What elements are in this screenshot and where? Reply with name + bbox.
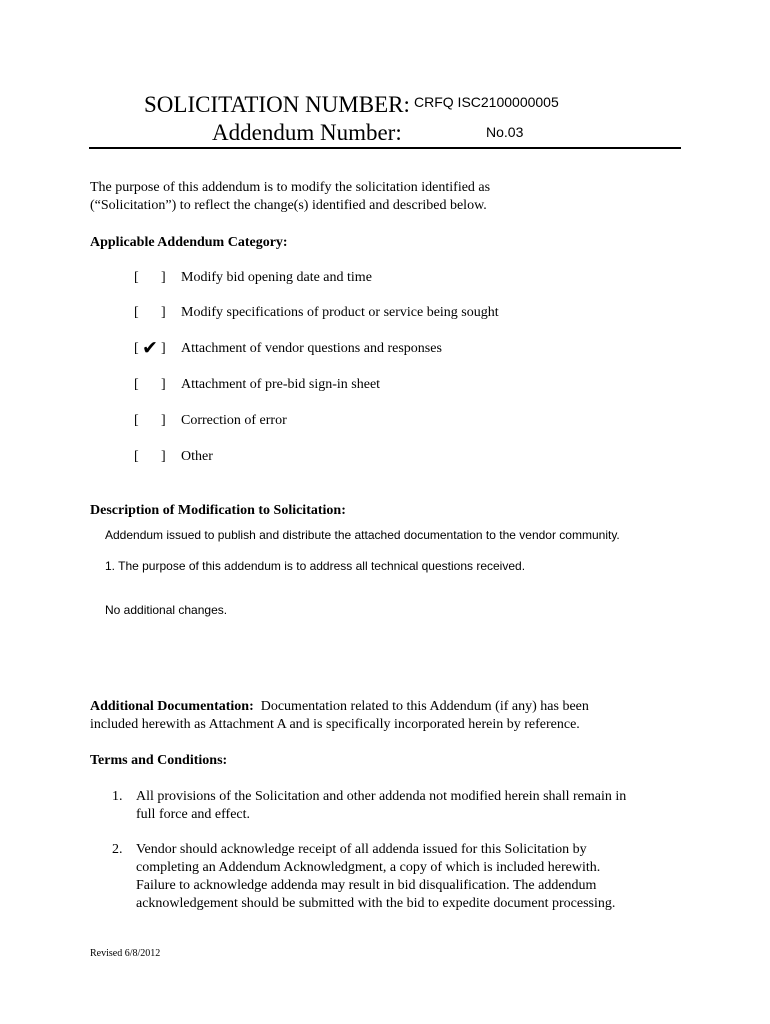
terms-item-number: 2. xyxy=(112,842,123,857)
additional-documentation xyxy=(90,698,589,734)
checkbox-close-bracket: ] xyxy=(161,449,166,464)
solicitation-number-label: SOLICITATION NUMBER: xyxy=(144,92,410,117)
checkbox-close-bracket: ] xyxy=(161,413,166,428)
intro-line-2: (“Solicitation”) to reflect the change(s) identified and described below. xyxy=(90,198,487,213)
category-heading: Applicable Addendum Category: xyxy=(90,235,288,250)
terms-item-2-line-4: acknowledgement should be submitted with the bid to expedite document processing. xyxy=(136,896,616,911)
description-line-2: 1. The purpose of this addendum is to address all technical questions received. xyxy=(105,559,526,573)
category-item-label: Attachment of pre-bid sign-in sheet xyxy=(181,377,381,392)
additional-line-1: Documentation related to this Addendum (if any) has been xyxy=(260,699,589,714)
description-heading: Description of Modification to Solicitation: xyxy=(90,503,346,518)
terms-item-number: 1. xyxy=(112,789,123,804)
checkbox-open-bracket: [ xyxy=(134,449,139,464)
addendum-number-value: No.03 xyxy=(486,124,524,140)
checkbox-close-bracket: ] xyxy=(161,270,166,285)
terms-item-2-line-1: Vendor should acknowledge receipt of all addenda issued for this Solicitation by xyxy=(136,842,587,857)
checkbox-open-bracket: [ xyxy=(134,305,139,320)
category-item-label: Modify bid opening date and time xyxy=(181,270,372,285)
terms-item-2 xyxy=(112,841,692,917)
solicitation-number-value: CRFQ ISC2100000005 xyxy=(414,94,559,110)
terms-item-1-line-1: All provisions of the Solicitation and other addenda not modified herein shall remain in xyxy=(136,789,627,804)
addendum-number-label: Addendum Number: xyxy=(212,120,402,145)
checkbox-open-bracket: [ xyxy=(134,270,139,285)
revision-date: Revised 6/8/2012 xyxy=(90,948,161,959)
additional-heading: Additional Documentation: xyxy=(90,699,254,714)
category-item-label: Other xyxy=(181,449,213,464)
intro-paragraph xyxy=(90,179,490,215)
category-item-label: Correction of error xyxy=(181,413,287,428)
description-line-3: No additional changes. xyxy=(105,603,228,617)
terms-item-1-line-2: full force and effect. xyxy=(136,807,251,822)
checkbox-close-bracket: ] xyxy=(161,377,166,392)
check-mark-icon: ✔ xyxy=(142,337,158,359)
additional-line-2: included herewith as Attachment A and is specifically incorporated herein by reference. xyxy=(90,717,580,732)
terms-heading: Terms and Conditions: xyxy=(90,753,228,768)
terms-item-1 xyxy=(112,788,692,828)
intro-line-1: The purpose of this addendum is to modify the solicitation identified as xyxy=(90,180,491,195)
checkbox-open-bracket: [ xyxy=(134,413,139,428)
checkbox-close-bracket: ] xyxy=(161,341,166,356)
category-item-label: Attachment of vendor questions and responses xyxy=(181,341,442,356)
description-line-1: Addendum issued to publish and distribute the attached documentation to the vendor community. xyxy=(105,528,620,542)
terms-item-2-line-3: Failure to acknowledge addenda may result in bid disqualification. The addendum xyxy=(136,878,597,893)
header-divider xyxy=(89,147,681,149)
checkbox-open-bracket: [ xyxy=(134,377,139,392)
category-item-label: Modify specifications of product or service being sought xyxy=(181,305,499,320)
checkbox-close-bracket: ] xyxy=(161,305,166,320)
terms-item-2-line-2: completing an Addendum Acknowledgment, a copy of which is included herewith. xyxy=(136,860,601,875)
checkbox-open-bracket: [ xyxy=(134,341,139,356)
